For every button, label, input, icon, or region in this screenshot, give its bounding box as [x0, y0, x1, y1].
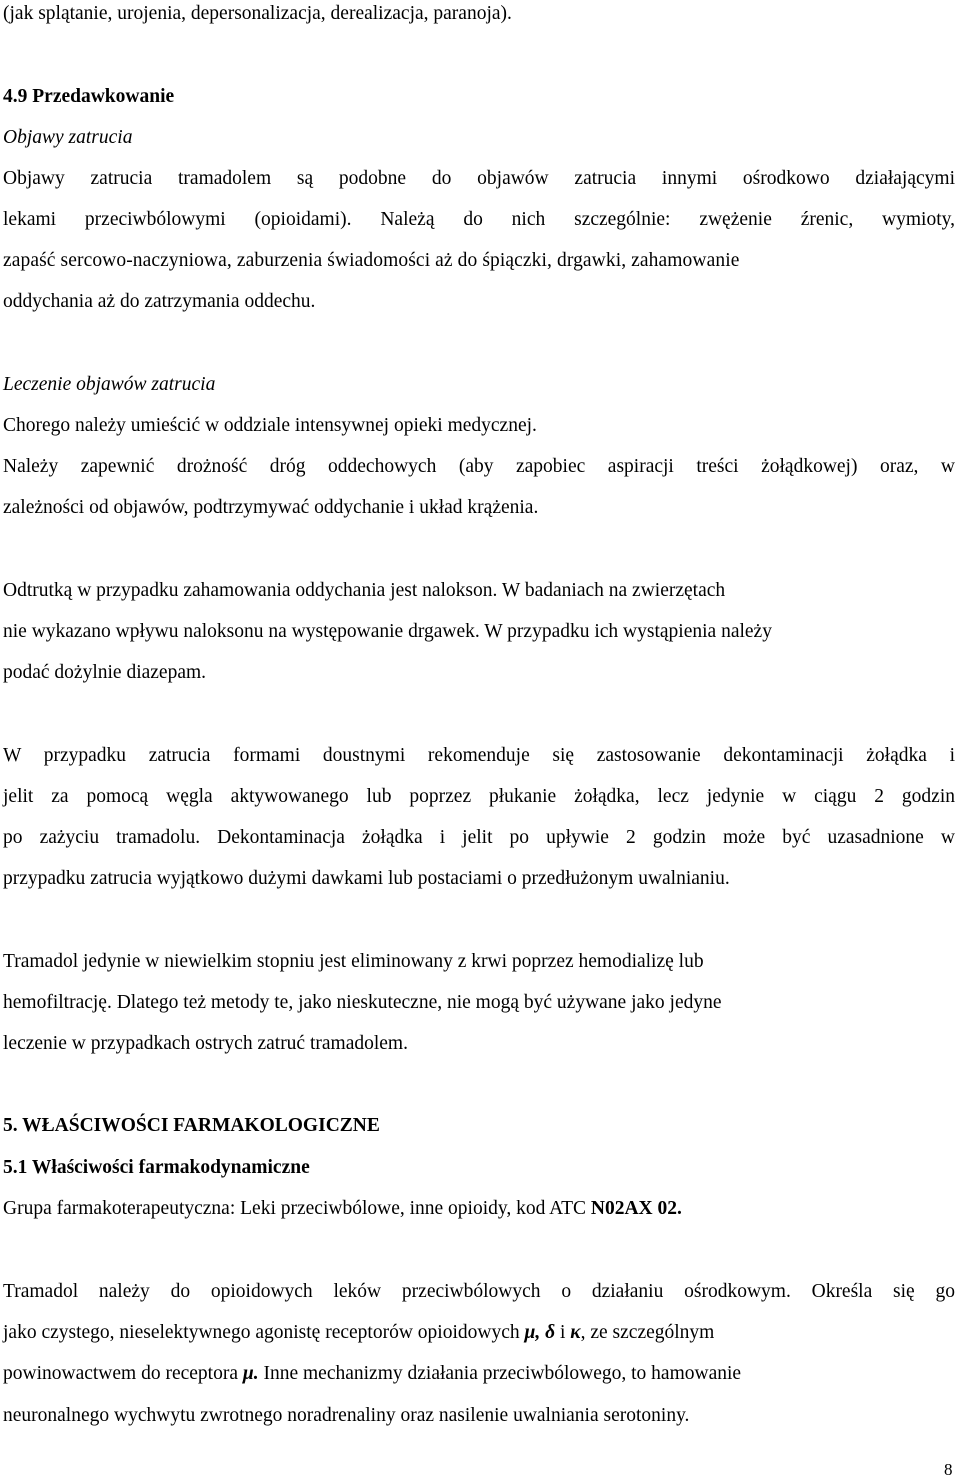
page-number: 8	[944, 1460, 953, 1479]
atc-code: N02AX 02.	[590, 1198, 682, 1219]
greek-mu: μ,	[524, 1322, 541, 1343]
text-line: neuronalnego wychwytu zwrotnego noradrenaliny oraz nasilenie uwalniania serotoniny.	[3, 1405, 690, 1426]
text-line: W przypadku zatrucia formami doustnymi rekomenduje się zastosowanie dekontaminacji żołądka i	[3, 745, 955, 766]
text-line: podać dożylnie diazepam.	[3, 662, 207, 683]
text-line: Należy zapewnić drożność dróg oddechowych (aby zapobiec aspiracji treści żołądkowej) oraz, w	[3, 456, 955, 477]
subheading-symptoms: Objawy zatrucia	[3, 127, 133, 148]
text-line	[3, 1362, 741, 1386]
text-line: jelit za pomocą węgla aktywowanego lub poprzez płukanie żołądka, lecz jedynie w ciągu 2 godzin	[3, 786, 955, 807]
text-line: (jak splątanie, urojenia, depersonalizacja, derealizacja, paranoja).	[3, 3, 512, 24]
text-line: zapaść sercowo-naczyniowa, zaburzenia świadomości aż do śpiączki, drgawki, zahamowanie	[3, 250, 740, 271]
text-span: Inne mechanizmy działania przeciwbólowego, to hamowanie	[258, 1363, 742, 1384]
greek-mu: μ.	[242, 1363, 259, 1384]
text-line: Chorego należy umieścić w oddziale intensywnej opieki medycznej.	[3, 415, 537, 436]
greek-kappa: κ	[570, 1322, 581, 1343]
text-line: hemofiltrację. Dlatego też metody te, jako nieskuteczne, nie mogą być używane jako jedyne	[3, 992, 722, 1013]
section-heading-5-1: 5.1 Właściwości farmakodynamiczne	[3, 1157, 310, 1178]
greek-delta: δ	[545, 1322, 556, 1343]
text-line: Tramadol należy do opioidowych leków przeciwbólowych o działaniu ośrodkowym. Określa się go	[3, 1281, 955, 1302]
text-line: oddychania aż do zatrzymania oddechu.	[3, 291, 316, 312]
section-heading-5: 5. WŁAŚCIWOŚCI FARMAKOLOGICZNE	[3, 1115, 380, 1136]
text-line: zależności od objawów, podtrzymywać oddychanie i układ krążenia.	[3, 497, 539, 518]
text-line	[3, 1197, 682, 1221]
text-line	[3, 1321, 714, 1345]
text-line: Odtrutką w przypadku zahamowania oddychania jest nalokson. W badaniach na zwierzętach	[3, 580, 726, 601]
text-line: lekami przeciwbólowymi (opioidami). Należą do nich szczególnie: zwężenie źrenic, wymioty,	[3, 209, 955, 230]
section-heading-4-9: 4.9 Przedawkowanie	[3, 86, 175, 107]
text-span: Grupa farmakoterapeutyczna: Leki przeciwbólowe, inne opioidy, kod ATC	[3, 1198, 591, 1219]
text-line: Objawy zatrucia tramadolem są podobne do objawów zatrucia innymi ośrodkowo działającymi	[3, 168, 955, 189]
text-span: jako czystego, nieselektywnego agonistę receptorów opioidowych	[3, 1322, 525, 1343]
subheading-treatment: Leczenie objawów zatrucia	[3, 374, 216, 395]
text-span: powinowactwem do receptora	[3, 1363, 243, 1384]
text-line: leczenie w przypadkach ostrych zatruć tramadolem.	[3, 1033, 408, 1054]
text-line: po zażyciu tramadolu. Dekontaminacja żołądka i jelit po upływie 2 godzin może być uzasadnione w	[3, 827, 955, 848]
text-line: przypadku zatrucia wyjątkowo dużymi dawkami lub postaciami o przedłużonym uwalnianiu.	[3, 868, 730, 889]
text-span: i	[555, 1322, 571, 1343]
text-line: Tramadol jedynie w niewielkim stopniu jest eliminowany z krwi poprzez hemodializę lub	[3, 951, 704, 972]
text-line: nie wykazano wpływu naloksonu na występowanie drgawek. W przypadku ich wystąpienia należy	[3, 621, 772, 642]
text-span: , ze szczególnym	[580, 1322, 715, 1343]
